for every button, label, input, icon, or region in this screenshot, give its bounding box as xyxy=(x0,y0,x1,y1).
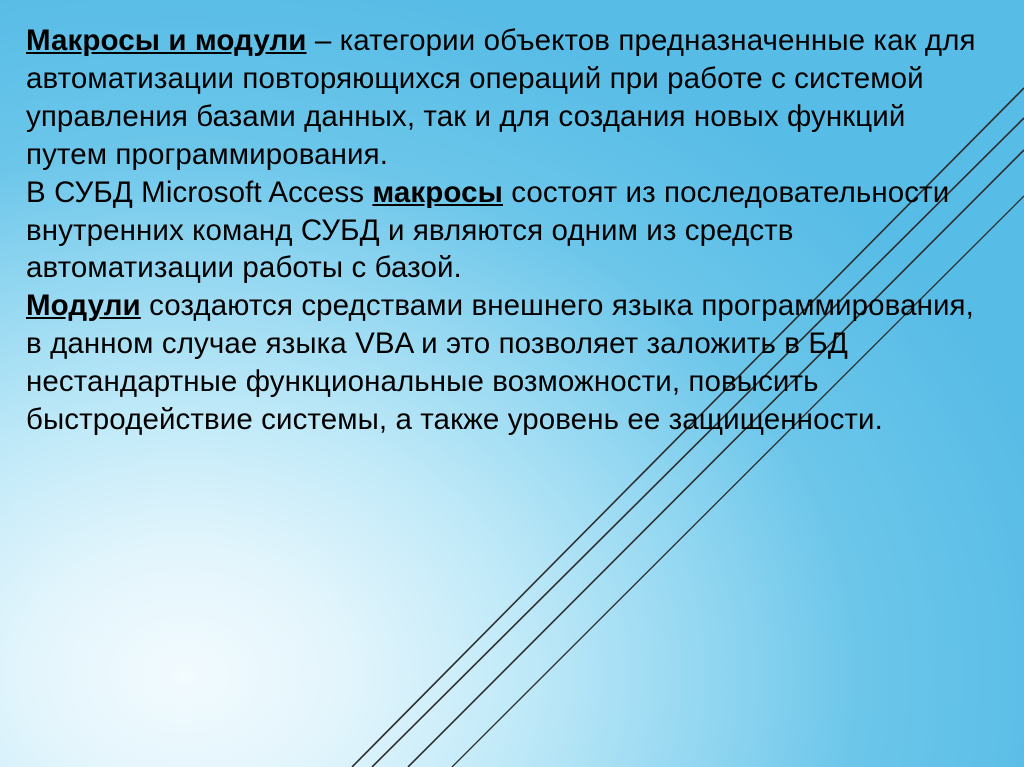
paragraph-modules xyxy=(26,287,976,439)
lead-term-moduli: Модули xyxy=(26,289,141,323)
paragraph-macros-in-access xyxy=(26,174,976,288)
lead-term-makrosy-i-moduli: Макросы и модули xyxy=(26,24,307,57)
slide-body-text xyxy=(26,22,976,439)
paragraph-2-prefix: В СУБД Microsoft Access xyxy=(26,175,373,209)
paragraph-macros-and-modules xyxy=(26,22,976,174)
paragraph-1-text: – категории объектов предназначенные как для автоматизации повторяющихся операций при работе с системой управления базами данных, так и для создания новых функций путем программирования. xyxy=(26,24,976,171)
paragraph-2-text: состоят из последовательности внутренних команд СУБД и являются одним из средств автоматизации работы с базой. xyxy=(26,175,950,285)
paragraph-3-text: создаются средствами внешнего языка программирования, в данном случае языка VBA и это позволяет заложить в БД нестандартные функциональные возможности, повысить быстродействие системы, а также уровень ее защищенности. xyxy=(26,289,974,437)
lead-term-makrosy: макросы xyxy=(372,175,503,209)
